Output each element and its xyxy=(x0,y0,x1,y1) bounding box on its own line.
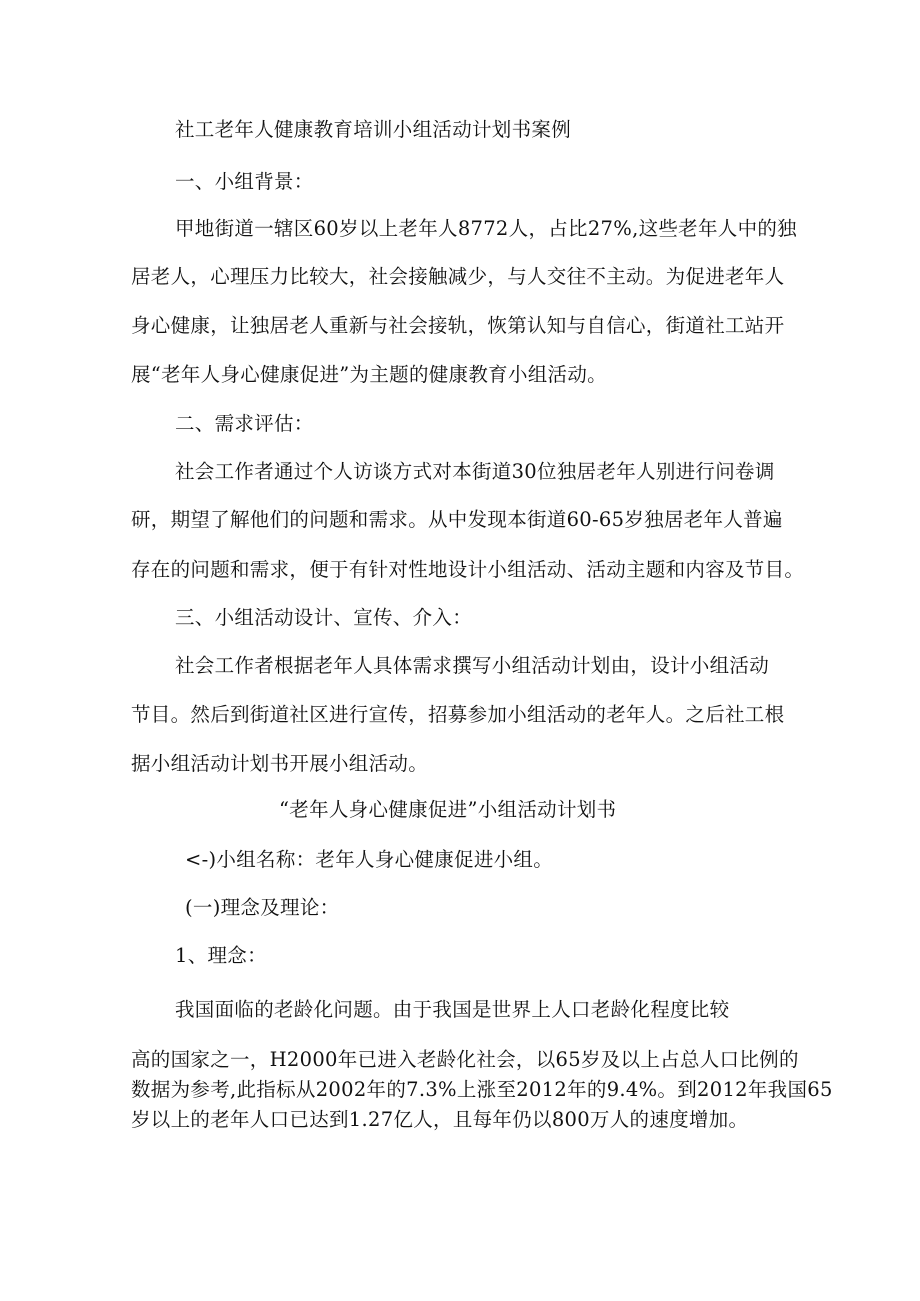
paragraph-line: 我国面临的老龄化问题。由于我国是世界上人口老龄化程度比较 xyxy=(175,998,730,1021)
paragraph-line: 社会工作者根据老年人具体需求撰写小组活动计划由，设计小组活动 xyxy=(175,654,770,677)
paragraph-line: 节目。然后到街道社区进行宣传，招募参加小组活动的老年人。之后社工根 xyxy=(131,703,785,726)
paragraph-line: 高的国家之一，H2000年已进入老龄化社会，以65岁及以上占总人口比例的 xyxy=(131,1048,799,1071)
concept-heading: (一)理念及理论： xyxy=(185,896,340,919)
section-heading-background: 一、小组背景： xyxy=(175,170,314,193)
paragraph-line: 据小组活动计划书开展小组活动。 xyxy=(131,752,429,775)
paragraph-line: 身心健康，让独居老人重新与社会接轨，恢第认知与自信心，街道社工站开 xyxy=(131,314,785,337)
group-name-item: <-)小组名称：老年人身心健康促进小组。 xyxy=(185,848,554,871)
paragraph-line: 岁以上的老年人口已达到1.27亿人，且每年仍以800万人的速度增加。 xyxy=(131,1108,749,1131)
paragraph-line: 社会工作者通过个人访谈方式对本街道30位独居老年人别进行问卷调 xyxy=(175,460,775,483)
document-title: 社工老年人健康教育培训小组活动计划书案例 xyxy=(175,118,572,141)
paragraph-line: 展“老年人身心健康促进”为主题的健康教育小组活动。 xyxy=(131,363,607,386)
paragraph-line: 居老人，心理压力比较大，社会接触减少，与人交往不主动。为促进老年人 xyxy=(131,265,785,288)
plan-title: “老年人身心健康促进”小组活动计划书 xyxy=(279,798,617,821)
section-heading-needs: 二、需求评估： xyxy=(175,412,314,435)
paragraph-line: 研，期望了解他们的问题和需求。从中发现本街道60-65岁独居老年人普遍 xyxy=(131,508,783,531)
concept-subheading: 1、理念： xyxy=(175,944,267,967)
paragraph-line: 甲地街道一辖区60岁以上老年人8772人，占比27%,这些老年人中的独 xyxy=(175,217,797,240)
section-heading-design: 三、小组活动设计、宣传、介入： xyxy=(175,606,473,629)
paragraph-line: 存在的问题和需求，便于有针对性地设计小组活动、活动主题和内容及节目。 xyxy=(131,558,805,581)
paragraph-line: 数据为参考,此指标从2002年的7.3%上涨至2012年的9.4%。到2012年我国65 xyxy=(131,1078,833,1101)
